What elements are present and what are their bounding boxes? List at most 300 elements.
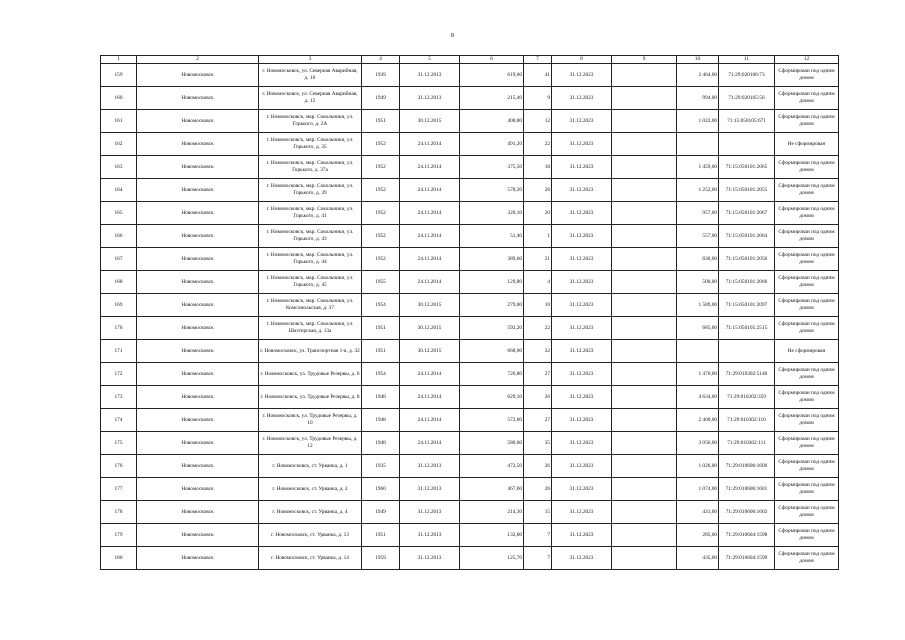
- row-number: 180: [101, 547, 137, 570]
- planned-date-cell: 31.12.2023: [552, 432, 612, 455]
- year-cell: 1951: [362, 110, 400, 133]
- empty-cell: [612, 455, 677, 478]
- land-area-cell: 285,00: [677, 524, 719, 547]
- table-row: [101, 248, 839, 271]
- empty-cell: [612, 110, 677, 133]
- date-recognized-cell: 31.12.2013: [400, 547, 460, 570]
- land-area-cell: 1 022,00: [677, 110, 719, 133]
- year-cell: 1952: [362, 225, 400, 248]
- date-recognized-cell: 24.11.2014: [400, 179, 460, 202]
- planned-date-cell: 31.12.2023: [552, 225, 612, 248]
- residents-cell: 22: [524, 317, 552, 340]
- address-cell: г. Новомосковск, мкр. Сокольники, ул. Комсомольская, д. 37: [259, 294, 362, 317]
- area-cell: 214,30: [460, 501, 524, 524]
- area-cell: 619,60: [460, 64, 524, 87]
- empty-cell: [612, 547, 677, 570]
- cadastral-number-cell: 71:15:050105:2515: [719, 317, 775, 340]
- date-recognized-cell: 24.11.2014: [400, 271, 460, 294]
- table-row: [101, 340, 839, 363]
- empty-cell: [612, 294, 677, 317]
- residents-cell: 26: [524, 478, 552, 501]
- year-cell: 1952: [362, 133, 400, 156]
- land-area-cell: 500,00: [677, 271, 719, 294]
- status-cell: Сформирован под одним домом: [775, 64, 839, 87]
- cadastral-number-cell: 71:29:010606:1601: [719, 478, 775, 501]
- cadastral-number-cell: 71:29:010606:1600: [719, 455, 775, 478]
- address-cell: г. Новомосковск, ул. Северная Аварийная, д. 12: [259, 87, 362, 110]
- residents-cell: 15: [524, 501, 552, 524]
- row-number: 162: [101, 133, 137, 156]
- status-cell: Сформирован под одним домом: [775, 524, 839, 547]
- row-number: 169: [101, 294, 137, 317]
- date-recognized-cell: 30.12.2015: [400, 340, 460, 363]
- city-cell: Новомосковск: [137, 524, 259, 547]
- year-cell: 1948: [362, 409, 400, 432]
- empty-cell: [612, 87, 677, 110]
- city-cell: Новомосковск: [137, 156, 259, 179]
- empty-cell: [612, 202, 677, 225]
- land-area-cell: 435,00: [677, 547, 719, 570]
- table-row: [101, 432, 839, 455]
- table-row: [101, 547, 839, 570]
- column-header-11: 11: [719, 56, 775, 64]
- area-cell: 580,60: [460, 432, 524, 455]
- page-number: 8: [451, 33, 454, 39]
- year-cell: 1939: [362, 64, 400, 87]
- row-number: 159: [101, 64, 137, 87]
- table-row: [101, 202, 839, 225]
- status-cell: Сформирован под одним домом: [775, 547, 839, 570]
- year-cell: 1951: [362, 317, 400, 340]
- land-area-cell: 431,00: [677, 501, 719, 524]
- table-row: [101, 64, 839, 87]
- land-area-cell: 1 470,00: [677, 363, 719, 386]
- residents-cell: 12: [524, 110, 552, 133]
- area-cell: 125,70: [460, 547, 524, 570]
- date-recognized-cell: 31.12.2013: [400, 501, 460, 524]
- date-recognized-cell: 30.12.2015: [400, 110, 460, 133]
- residents-cell: 7: [524, 547, 552, 570]
- city-cell: Новомосковск: [137, 225, 259, 248]
- planned-date-cell: 31.12.2023: [552, 271, 612, 294]
- cadastral-number-cell: 71:29:020105:56: [719, 87, 775, 110]
- table-row: [101, 225, 839, 248]
- date-recognized-cell: 24.11.2014: [400, 248, 460, 271]
- column-header-5: 5: [400, 56, 460, 64]
- row-number: 176: [101, 455, 137, 478]
- area-cell: 279,00: [460, 294, 524, 317]
- city-cell: Новомосковск: [137, 455, 259, 478]
- city-cell: Новомосковск: [137, 432, 259, 455]
- address-cell: г. Новомосковск, ул. Трудовые Резервы, д. 8: [259, 386, 362, 409]
- table-row: [101, 179, 839, 202]
- city-cell: Новомосковск: [137, 110, 259, 133]
- cadastral-number-cell: 71:29:020106:73: [719, 64, 775, 87]
- empty-cell: [612, 133, 677, 156]
- row-number: 171: [101, 340, 137, 363]
- land-area-cell: 1 026,00: [677, 455, 719, 478]
- housing-register-table: [100, 55, 839, 570]
- table-row: [101, 87, 839, 110]
- status-cell: Сформирован под одним домом: [775, 271, 839, 294]
- address-cell: г. Новомосковск, ул. Трудовые Резервы, д. 6: [259, 363, 362, 386]
- year-cell: 1935: [362, 455, 400, 478]
- residents-cell: 32: [524, 340, 552, 363]
- status-cell: Сформирован под одним домом: [775, 294, 839, 317]
- area-cell: 578,20: [460, 179, 524, 202]
- empty-cell: [612, 478, 677, 501]
- empty-cell: [612, 524, 677, 547]
- table-row: [101, 409, 839, 432]
- planned-date-cell: 31.12.2023: [552, 133, 612, 156]
- residents-cell: 9: [524, 87, 552, 110]
- planned-date-cell: 31.12.2023: [552, 547, 612, 570]
- column-header-6: 6: [460, 56, 524, 64]
- area-cell: 572,60: [460, 409, 524, 432]
- date-recognized-cell: 24.11.2014: [400, 363, 460, 386]
- residents-cell: 41: [524, 64, 552, 87]
- row-number: 168: [101, 271, 137, 294]
- cadastral-number-cell: 71:29:010302:110: [719, 409, 775, 432]
- area-cell: 592,20: [460, 317, 524, 340]
- status-cell: Не сформирован: [775, 340, 839, 363]
- table-row: [101, 271, 839, 294]
- date-recognized-cell: 31.12.2013: [400, 478, 460, 501]
- land-area-cell: 3 056,00: [677, 432, 719, 455]
- city-cell: Новомосковск: [137, 363, 259, 386]
- header-row: [101, 56, 839, 64]
- planned-date-cell: 31.12.2023: [552, 340, 612, 363]
- year-cell: 1954: [362, 363, 400, 386]
- address-cell: г. Новомосковск, мкр. Сокольники, ул. Горького, д. 45: [259, 271, 362, 294]
- row-number: 163: [101, 156, 137, 179]
- area-cell: 400,80: [460, 110, 524, 133]
- row-number: 179: [101, 524, 137, 547]
- planned-date-cell: 31.12.2023: [552, 64, 612, 87]
- address-cell: г. Новомосковск, ст. Урванка, д. 2: [259, 478, 362, 501]
- empty-cell: [612, 248, 677, 271]
- residents-cell: 27: [524, 363, 552, 386]
- cadastral-number-cell: 71:29:010604:1598: [719, 524, 775, 547]
- date-recognized-cell: 24.11.2014: [400, 386, 460, 409]
- area-cell: 132,80: [460, 524, 524, 547]
- area-cell: 668,00: [460, 340, 524, 363]
- planned-date-cell: 31.12.2023: [552, 248, 612, 271]
- cadastral-number-cell: 71:15:050101:2066: [719, 271, 775, 294]
- row-number: 160: [101, 87, 137, 110]
- table-row: [101, 317, 839, 340]
- city-cell: Новомосковск: [137, 87, 259, 110]
- table-row: [101, 363, 839, 386]
- address-cell: г. Новомосковск, ст. Урванка, д. 1: [259, 455, 362, 478]
- address-cell: г. Новомосковск, ул. Трудовые Резервы, д. 12: [259, 432, 362, 455]
- residents-cell: 1: [524, 225, 552, 248]
- residents-cell: 27: [524, 409, 552, 432]
- date-recognized-cell: 30.12.2015: [400, 294, 460, 317]
- city-cell: Новомосковск: [137, 547, 259, 570]
- planned-date-cell: 31.12.2023: [552, 478, 612, 501]
- table-body: [101, 64, 839, 570]
- area-cell: 375,50: [460, 156, 524, 179]
- address-cell: г. Новомосковск, мкр. Сокольники, ул. Горького, д. 35: [259, 133, 362, 156]
- land-area-cell: 1 074,00: [677, 478, 719, 501]
- table-row: [101, 156, 839, 179]
- residents-cell: 20: [524, 202, 552, 225]
- land-area-cell: [677, 340, 719, 363]
- address-cell: г. Новомосковск, мкр. Сокольники, ул. Горького, д. 41: [259, 202, 362, 225]
- year-cell: 1959: [362, 547, 400, 570]
- address-cell: г. Новомосковск, ул. Северная Аварийная, д. 10: [259, 64, 362, 87]
- city-cell: Новомосковск: [137, 179, 259, 202]
- status-cell: Сформирован под одним домом: [775, 225, 839, 248]
- city-cell: Новомосковск: [137, 409, 259, 432]
- empty-cell: [612, 340, 677, 363]
- area-cell: 629,10: [460, 386, 524, 409]
- empty-cell: [612, 386, 677, 409]
- planned-date-cell: 31.12.2023: [552, 409, 612, 432]
- year-cell: 1948: [362, 386, 400, 409]
- residents-cell: 26: [524, 455, 552, 478]
- area-cell: 491,20: [460, 133, 524, 156]
- area-cell: 726,80: [460, 363, 524, 386]
- row-number: 161: [101, 110, 137, 133]
- cadastral-number-cell: 71:29:010302:5140: [719, 363, 775, 386]
- status-cell: Сформирован под одним домом: [775, 179, 839, 202]
- city-cell: Новомосковск: [137, 202, 259, 225]
- year-cell: 1952: [362, 156, 400, 179]
- land-area-cell: 557,00: [677, 225, 719, 248]
- planned-date-cell: 31.12.2023: [552, 501, 612, 524]
- land-area-cell: 830,00: [677, 248, 719, 271]
- address-cell: г. Новомосковск, мкр. Сокольники, ул. Горького, д. 2А: [259, 110, 362, 133]
- status-cell: Сформирован под одним домом: [775, 202, 839, 225]
- planned-date-cell: 31.12.2023: [552, 110, 612, 133]
- residents-cell: 7: [524, 524, 552, 547]
- year-cell: 1951: [362, 340, 400, 363]
- land-area-cell: 1 589,00: [677, 294, 719, 317]
- empty-cell: [612, 179, 677, 202]
- status-cell: Сформирован под одним домом: [775, 432, 839, 455]
- city-cell: Новомосковск: [137, 501, 259, 524]
- land-area-cell: [677, 133, 719, 156]
- date-recognized-cell: 31.12.2013: [400, 64, 460, 87]
- cadastral-number-cell: 71:29:010606:1602: [719, 501, 775, 524]
- empty-cell: [612, 363, 677, 386]
- city-cell: Новомосковск: [137, 478, 259, 501]
- row-number: 174: [101, 409, 137, 432]
- residents-cell: 21: [524, 248, 552, 271]
- date-recognized-cell: 24.11.2014: [400, 156, 460, 179]
- planned-date-cell: 31.12.2023: [552, 87, 612, 110]
- status-cell: Сформирован под одним домом: [775, 156, 839, 179]
- cadastral-number-cell: 71:29:010302:359: [719, 386, 775, 409]
- column-header-3: 3: [259, 56, 362, 64]
- address-cell: г. Новомосковск, ст. Урванка, д. 14: [259, 547, 362, 570]
- land-area-cell: 957,00: [677, 202, 719, 225]
- planned-date-cell: 31.12.2023: [552, 202, 612, 225]
- residents-cell: 26: [524, 179, 552, 202]
- date-recognized-cell: 24.11.2014: [400, 225, 460, 248]
- planned-date-cell: 31.12.2023: [552, 455, 612, 478]
- column-header-1: 1: [101, 56, 137, 64]
- address-cell: г. Новомосковск, мкр. Сокольники, ул. Шахтерская, д. 13а: [259, 317, 362, 340]
- cadastral-number-cell: 71:15:050101:2097: [719, 294, 775, 317]
- column-header-7: 7: [524, 56, 552, 64]
- status-cell: Сформирован под одним домом: [775, 386, 839, 409]
- land-area-cell: 1 252,00: [677, 179, 719, 202]
- status-cell: Сформирован под одним домом: [775, 110, 839, 133]
- date-recognized-cell: 24.11.2014: [400, 432, 460, 455]
- residents-cell: 10: [524, 294, 552, 317]
- date-recognized-cell: 31.12.2013: [400, 87, 460, 110]
- table-row: [101, 294, 839, 317]
- table-row: [101, 455, 839, 478]
- cadastral-number-cell: 71:15:050101:2065: [719, 156, 775, 179]
- empty-cell: [612, 501, 677, 524]
- area-cell: 51,40: [460, 225, 524, 248]
- date-recognized-cell: 30.12.2015: [400, 317, 460, 340]
- date-recognized-cell: 24.11.2014: [400, 409, 460, 432]
- city-cell: Новомосковск: [137, 64, 259, 87]
- empty-cell: [612, 156, 677, 179]
- city-cell: Новомосковск: [137, 248, 259, 271]
- status-cell: Сформирован под одним домом: [775, 87, 839, 110]
- status-cell: Сформирован под одним домом: [775, 317, 839, 340]
- year-cell: 1951: [362, 524, 400, 547]
- city-cell: Новомосковск: [137, 340, 259, 363]
- address-cell: г. Новомосковск, ул. Транспортная 1-я, д. 32: [259, 340, 362, 363]
- table-row: [101, 478, 839, 501]
- column-header-8: 8: [552, 56, 612, 64]
- cadastral-number-cell: 71:29:010302:111: [719, 432, 775, 455]
- status-cell: Сформирован под одним домом: [775, 455, 839, 478]
- status-cell: Сформирован под одним домом: [775, 501, 839, 524]
- land-area-cell: 2 400,00: [677, 409, 719, 432]
- address-cell: г. Новомосковск, ст. Урванка, д. 13: [259, 524, 362, 547]
- cadastral-number-cell: [719, 133, 775, 156]
- area-cell: 389,60: [460, 248, 524, 271]
- status-cell: Сформирован под одним домом: [775, 478, 839, 501]
- empty-cell: [612, 271, 677, 294]
- table-row: [101, 110, 839, 133]
- row-number: 165: [101, 202, 137, 225]
- cadastral-number-cell: 71:15:050101:2067: [719, 202, 775, 225]
- column-header-2: 2: [137, 56, 259, 64]
- planned-date-cell: 31.12.2023: [552, 294, 612, 317]
- column-header-10: 10: [677, 56, 719, 64]
- column-header-12: 12: [775, 56, 839, 64]
- row-number: 164: [101, 179, 137, 202]
- table-row: [101, 524, 839, 547]
- year-cell: 1955: [362, 271, 400, 294]
- city-cell: Новомосковск: [137, 386, 259, 409]
- area-cell: 472,50: [460, 455, 524, 478]
- city-cell: Новомосковск: [137, 133, 259, 156]
- row-number: 166: [101, 225, 137, 248]
- row-number: 172: [101, 363, 137, 386]
- empty-cell: [612, 64, 677, 87]
- column-header-4: 4: [362, 56, 400, 64]
- year-cell: 1952: [362, 202, 400, 225]
- cadastral-number-cell: 71:15:050101:2064: [719, 225, 775, 248]
- land-area-cell: 1 459,00: [677, 156, 719, 179]
- empty-cell: [612, 225, 677, 248]
- area-cell: 215,40: [460, 87, 524, 110]
- address-cell: г. Новомосковск, мкр. Сокольники, ул. Горького, д. 44: [259, 248, 362, 271]
- land-area-cell: 4 634,00: [677, 386, 719, 409]
- area-cell: 129,80: [460, 271, 524, 294]
- table-row: [101, 501, 839, 524]
- city-cell: Новомосковск: [137, 271, 259, 294]
- land-area-cell: 2 464,00: [677, 64, 719, 87]
- area-cell: 467,60: [460, 478, 524, 501]
- year-cell: 1952: [362, 248, 400, 271]
- status-cell: Не сформирован: [775, 133, 839, 156]
- year-cell: 1954: [362, 294, 400, 317]
- cadastral-number-cell: 71:15:050105:671: [719, 110, 775, 133]
- planned-date-cell: 31.12.2023: [552, 524, 612, 547]
- status-cell: Сформирован под одним домом: [775, 248, 839, 271]
- planned-date-cell: 31.12.2023: [552, 156, 612, 179]
- row-number: 175: [101, 432, 137, 455]
- address-cell: г. Новомосковск, ул. Трудовые Резервы, д. 10: [259, 409, 362, 432]
- land-area-cell: 685,00: [677, 317, 719, 340]
- empty-cell: [612, 409, 677, 432]
- cadastral-number-cell: 71:15:050101:2056: [719, 248, 775, 271]
- planned-date-cell: 31.12.2023: [552, 363, 612, 386]
- planned-date-cell: 31.12.2023: [552, 386, 612, 409]
- status-cell: Сформирован под одним домом: [775, 363, 839, 386]
- empty-cell: [612, 317, 677, 340]
- date-recognized-cell: 24.11.2014: [400, 133, 460, 156]
- cadastral-number-cell: [719, 340, 775, 363]
- address-cell: г. Новомосковск, мкр. Сокольники, ул. Горького, д. 37а: [259, 156, 362, 179]
- year-cell: 1960: [362, 478, 400, 501]
- row-number: 177: [101, 478, 137, 501]
- planned-date-cell: 31.12.2023: [552, 179, 612, 202]
- address-cell: г. Новомосковск, мкр. Сокольники, ул. Горького, д. 43: [259, 225, 362, 248]
- year-cell: 1949: [362, 87, 400, 110]
- row-number: 167: [101, 248, 137, 271]
- date-recognized-cell: 24.11.2014: [400, 202, 460, 225]
- area-cell: 320,10: [460, 202, 524, 225]
- city-cell: Новомосковск: [137, 317, 259, 340]
- residents-cell: 18: [524, 156, 552, 179]
- table-row: [101, 386, 839, 409]
- residents-cell: 26: [524, 386, 552, 409]
- residents-cell: 35: [524, 432, 552, 455]
- cadastral-number-cell: 71:15:050101:2055: [719, 179, 775, 202]
- date-recognized-cell: 31.12.2013: [400, 455, 460, 478]
- cadastral-number-cell: 71:29:010604:1599: [719, 547, 775, 570]
- year-cell: 1949: [362, 501, 400, 524]
- date-recognized-cell: 31.12.2013: [400, 524, 460, 547]
- row-number: 170: [101, 317, 137, 340]
- residents-cell: 4: [524, 271, 552, 294]
- year-cell: 1952: [362, 179, 400, 202]
- year-cell: 1948: [362, 432, 400, 455]
- status-cell: Сформирован под одним домом: [775, 409, 839, 432]
- address-cell: г. Новомосковск, мкр. Сокольники, ул. Горького, д. 39: [259, 179, 362, 202]
- row-number: 173: [101, 386, 137, 409]
- city-cell: Новомосковск: [137, 294, 259, 317]
- row-number: 178: [101, 501, 137, 524]
- planned-date-cell: 31.12.2023: [552, 317, 612, 340]
- table-row: [101, 133, 839, 156]
- empty-cell: [612, 432, 677, 455]
- address-cell: г. Новомосковск, ст. Урванка, д. 4: [259, 501, 362, 524]
- column-header-9: 9: [612, 56, 677, 64]
